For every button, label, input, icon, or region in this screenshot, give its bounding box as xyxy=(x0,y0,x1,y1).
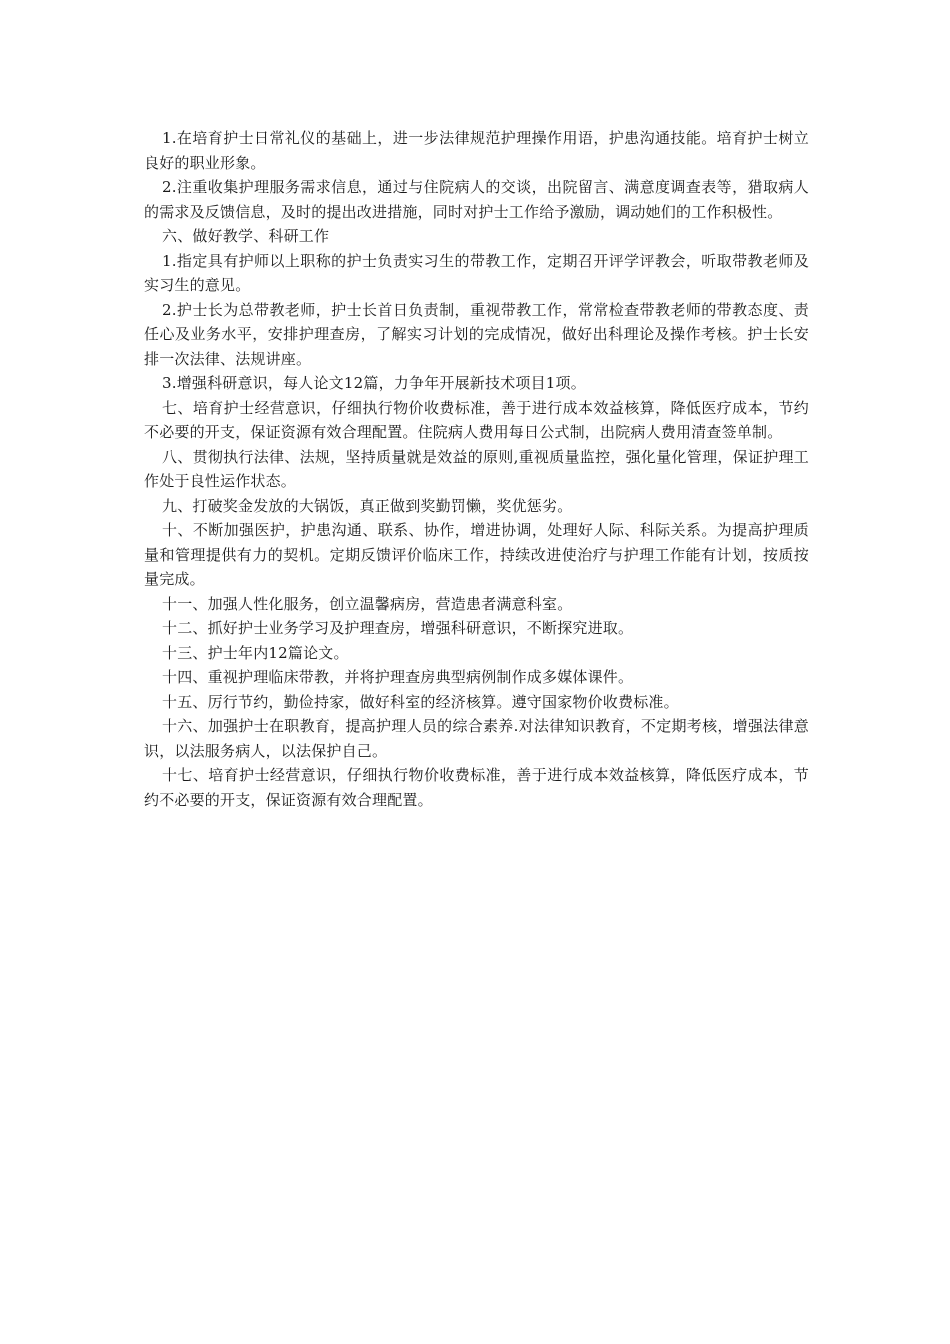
paragraph-14: 十四、重视护理临床带教，并将护理查房典型病例制作成多媒体课件。 xyxy=(162,668,634,686)
paragraph-1: 1.在培育护士日常礼仪的基础上，进一步法律规范护理操作用语，护患沟通技能。培育护士树立良好的职业形象。 xyxy=(144,129,809,172)
paragraph-12: 十二、抓好护士业务学习及护理查房，增强科研意识，不断探究进取。 xyxy=(162,619,634,637)
paragraph-4: 1.指定具有护师以上职称的护士负责实习生的带教工作，定期召开评学评教会，听取带教老师及实习生的意见。 xyxy=(144,251,809,294)
paragraph-16: 十六、加强护士在职教育，提高护理人员的综合素养.对法律知识教育，不定期考核，增强法律意识，以法服务病人，以法保护自己。 xyxy=(144,717,809,760)
paragraph-10: 十、不断加强医护，护患沟通、联系、协作，增进协调，处理好人际、科际关系。为提高护理质量和管理提供有力的契机。定期反馈评价临床工作，持续改进使治疗与护理工作能有计划，按质按量完成。 xyxy=(144,521,809,588)
section-heading-6: 六、做好教学、科研工作 xyxy=(162,227,330,245)
paragraph-9: 九、打破奖金发放的大锅饭，真正做到奖勤罚懒，奖优惩劣。 xyxy=(162,496,573,515)
paragraph-8: 八、贯彻执行法律、法规，坚持质量就是效益的原则,重视质量监控，强化量化管理，保证护理工作处于良性运作状态。 xyxy=(144,447,809,490)
document-body xyxy=(144,126,809,812)
paragraph-7: 七、培育护士经营意识，仔细执行物价收费标准，善于进行成本效益核算，降低医疗成本，节约不必要的开支，保证资源有效合理配置。住院病人费用每日公式制，出院病人费用清查签单制。 xyxy=(144,398,809,441)
paragraph-11: 十一、加强人性化服务，创立温馨病房，营造患者满意科室。 xyxy=(162,594,573,613)
paragraph-5: 2.护士长为总带教老师，护士长首日负责制，重视带教工作，常常检查带教老师的带教态度、责任心及业务水平，安排护理查房，了解实习计划的完成情况，做好出科理论及操作考核。护士长安排一次法律、法规讲座。 xyxy=(144,300,809,368)
paragraph-2: 2.注重收集护理服务需求信息，通过与住院病人的交谈，出院留言、满意度调查表等，猎取病人的需求及反馈信息，及时的提出改进措施，同时对护士工作给予激励，调动她们的工作积极性。 xyxy=(144,178,809,221)
paragraph-13: 十三、护士年内12篇论文。 xyxy=(162,643,349,662)
paragraph-17: 十七、培育护士经营意识，仔细执行物价收费标准，善于进行成本效益核算，降低医疗成本，节约不必要的开支，保证资源有效合理配置。 xyxy=(144,766,809,809)
paragraph-15: 十五、厉行节约，勤俭持家，做好科室的经济核算。遵守国家物价收费标准。 xyxy=(162,692,679,711)
paragraph-6: 3.增强科研意识，每人论文12篇，力争年开展新技术项目1项。 xyxy=(162,374,586,392)
